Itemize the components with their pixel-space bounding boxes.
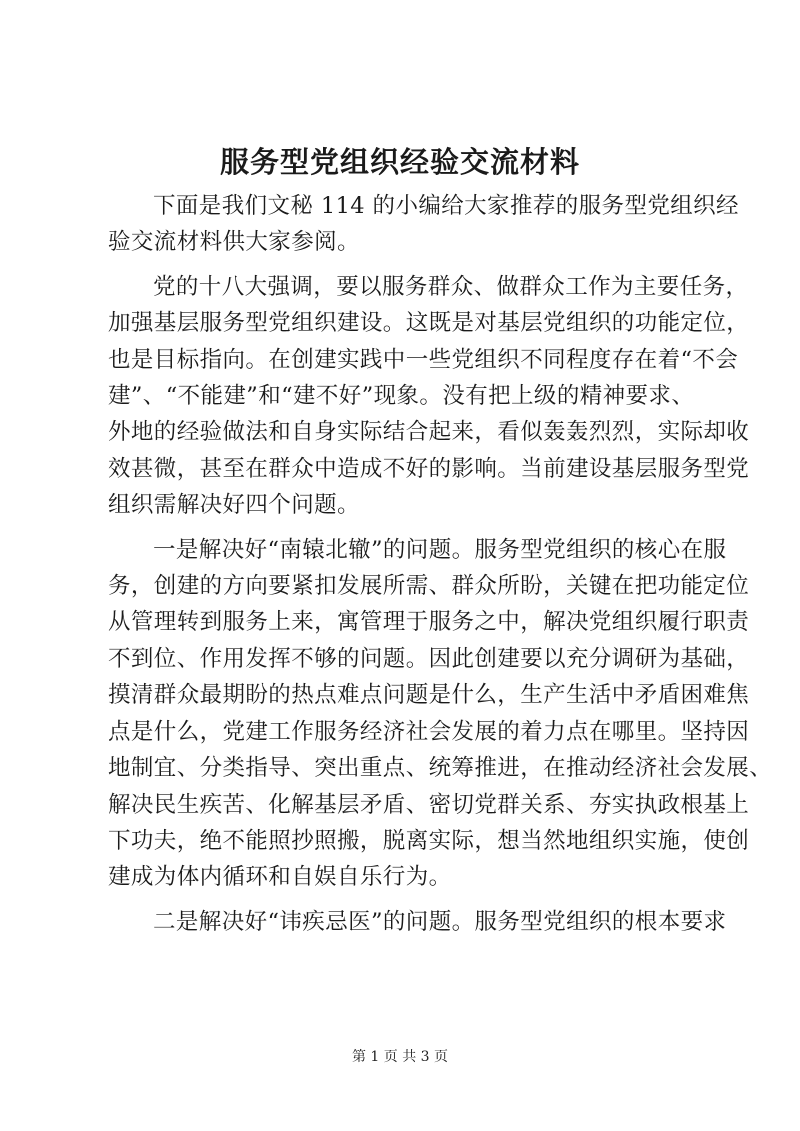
paragraph-1 xyxy=(108,269,750,524)
paragraph-line: 也是目标指向。在创建实践中一些党组织不同程度存在着“不会 xyxy=(108,346,739,373)
paragraph-line: 一是解决好“南辕北辙”的问题。服务型党组织的核心在服 xyxy=(153,536,727,563)
paragraph-line: 地制宜、分类指导、突出重点、统筹推进，在推动经济社会发展、 xyxy=(108,755,773,782)
paragraph-line: 效甚微，甚至在群众中造成不好的影响。当前建设基层服务型党 xyxy=(108,455,750,482)
paragraph-line: 点是什么，党建工作服务经济社会发展的着力点在哪里。坚持因 xyxy=(108,718,750,745)
page-number-footer: 第 1 页 共 3 页 xyxy=(351,1049,449,1065)
paragraph-line: 下功夫，绝不能照抄照搬，脱离实际，想当然地组织实施，使创 xyxy=(108,827,750,854)
paragraph-line: 从管理转到服务上来，寓管理于服务之中，解决党组织履行职责 xyxy=(108,609,750,636)
paragraph-line: 加强基层服务型党组织建设。这既是对基层党组织的功能定位， xyxy=(108,310,750,337)
document-title: 服务型党组织经验交流材料 xyxy=(219,145,580,179)
paragraph-line: 摸清群众最期盼的热点难点问题是什么，生产生活中矛盾困难焦 xyxy=(108,682,750,709)
paragraph-line: 验交流材料供大家参阅。 xyxy=(108,229,360,256)
paragraph-line: 二是解决好“讳疾忌医”的问题。服务型党组织的根本要求 xyxy=(153,908,727,935)
paragraph-line: 下面是我们文秘 114 的小编给大家推荐的服务型党组织经 xyxy=(153,193,739,219)
paragraph-line: 建成为体内循环和自娱自乐行为。 xyxy=(108,864,452,891)
paragraph-line: 外地的经验做法和自身实际结合起来，看似轰轰烈烈，实际却收 xyxy=(108,419,750,446)
paragraph-line: 务，创建的方向要紧扣发展所需、群众所盼，关键在把功能定位 xyxy=(108,573,750,600)
paragraph-intro xyxy=(108,188,739,261)
paragraph-line: 建”、“不能建”和“建不好”现象。没有把上级的精神要求、 xyxy=(108,383,695,410)
paragraph-line: 解决民生疾苦、化解基层矛盾、密切党群关系、夯实执政根基上 xyxy=(108,791,750,818)
paragraph-2 xyxy=(108,532,773,896)
paragraph-line: 组织需解决好四个问题。 xyxy=(108,492,360,519)
paragraph-line: 党的十八大强调，要以服务群众、做群众工作为主要任务， xyxy=(153,273,749,300)
document-body xyxy=(108,188,773,940)
paragraph-3 xyxy=(108,904,727,940)
paragraph-line: 不到位、作用发挥不够的问题。因此创建要以充分调研为基础， xyxy=(108,645,750,672)
